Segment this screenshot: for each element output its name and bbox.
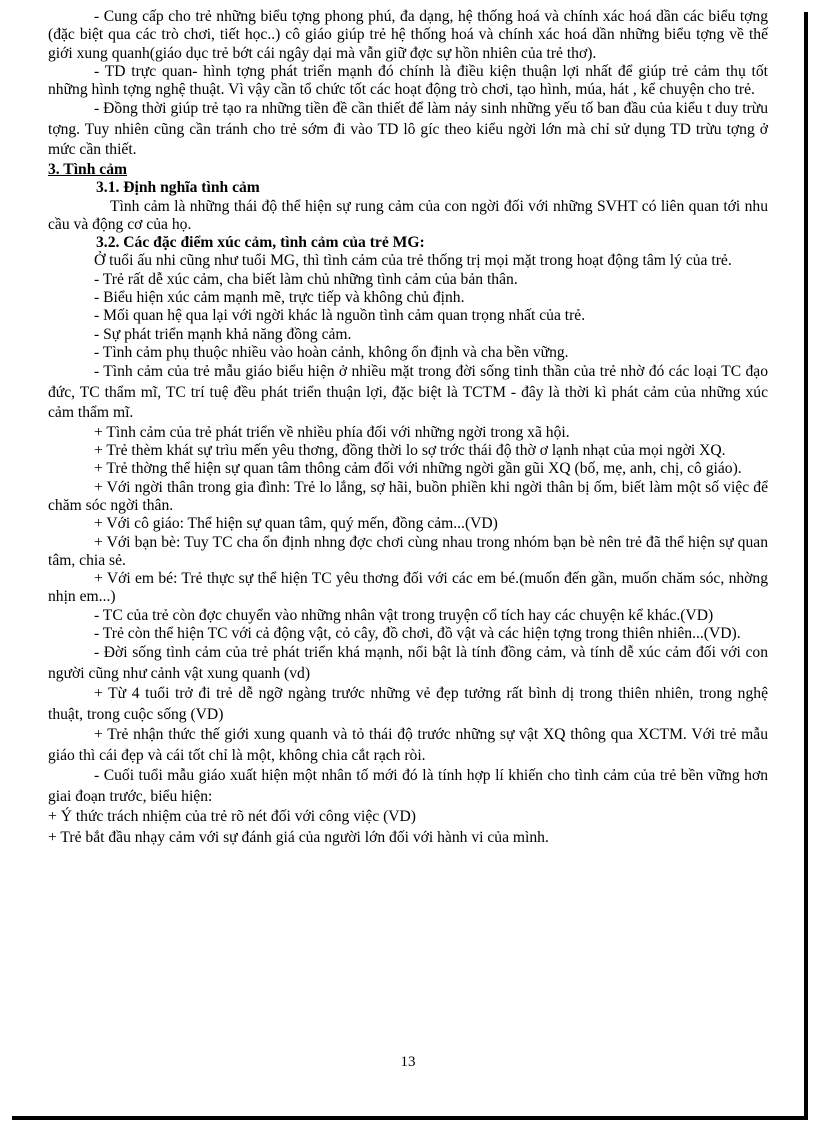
list-item: + Ý thức trách nhiệm của trẻ rõ nét đối với công việc (VD) bbox=[48, 808, 416, 826]
list-item: - Tình cảm của trẻ mẫu giáo biểu hiện ở nhiều mặt trong đời sống tinh thần của trẻ nhờ đó các loại TC đạo đức, TC thẩm mĩ, TC trí tuệ đều phát triển thuận lợi, đặc biệt là TCTM - đây là thời kì phát cảm của những xúc cảm thẩm mĩ. bbox=[48, 363, 768, 422]
list-item: - Cung cấp cho trẻ những biểu tợng phong phú, đa dạng, hệ thống hoá và chính xác hoá dần các biểu tợng (đặc biệt qua các trò chơi, tiết học..) cô giáo giúp trẻ hệ thống hoá và chính xác hoá dần những biểu tợng về thế giới xung quanh(giáo dục trẻ bớt cái ngây dại mà vẫn giữ đợc sự hồn nhiên của trẻ thơ). bbox=[48, 8, 768, 62]
list-item: + Tình cảm của trẻ phát triển về nhiều phía đối với những ngời trong xã hội. bbox=[94, 423, 570, 441]
list-item: - Đời sống tình cảm của trẻ phát triển khá mạnh, nổi bật là tính đồng cảm, và tính dễ xúc cảm đối với con người cũng như cảnh vật xung quanh (vd) bbox=[48, 644, 768, 682]
list-item: - TD trực quan- hình tợng phát triển mạnh đó chính là điều kiện thuận lợi nhất để giúp trẻ cảm thụ tốt những hình tợng nghệ thuật. Vì vậy cần tổ chức tốt các hoạt động trò chơi, tạo hình, múa, hát , kể chuyện cho trẻ. bbox=[48, 62, 768, 99]
list-item: + Với cô giáo: Thể hiện sự quan tâm, quý mến, đồng cảm...(VD) bbox=[94, 515, 498, 533]
list-item: - Biểu hiện xúc cảm mạnh mẽ, trực tiếp và không chủ định. bbox=[94, 289, 465, 307]
section-heading: 3. Tình cảm bbox=[48, 160, 127, 178]
page-number: 13 bbox=[400, 1054, 416, 1070]
list-item: + Trẻ bắt đầu nhạy cảm với sự đánh giá của người lớn đối với hành vi của mình. bbox=[48, 828, 549, 846]
subsection-heading: 3.1. Định nghĩa tình cảm bbox=[96, 179, 260, 197]
body-text bbox=[48, 8, 768, 848]
list-item: + Với ngời thân trong gia đình: Trẻ lo lắng, sợ hãi, buồn phiền khi ngời thân bị ốm, biết làm một số việc để chăm sóc ngời thân. bbox=[48, 478, 768, 514]
list-item: - Cuối tuổi mẫu giáo xuất hiện một nhân tố mới đó là tính hợp lí khiến cho tình cảm của trẻ bền vững hơn giai đoạn trước, biểu hiện: bbox=[48, 767, 768, 805]
list-item: - Sự phát triển mạnh khả năng đồng cảm. bbox=[94, 325, 352, 343]
list-item: - TC của trẻ còn đợc chuyển vào những nhân vật trong truyện cổ tích hay các chuyện kể khác.(VD) bbox=[94, 606, 714, 624]
paragraph: Tình cảm là những thái độ thể hiện sự rung cảm của con ngời đối với những SVHT có liên quan tới nhu cầu và động cơ của họ. bbox=[48, 197, 768, 233]
list-item: - Trẻ còn thể hiện TC với cả động vật, cỏ cây, đồ chơi, đồ vật và các hiện tợng trong thiên nhiên...(VD). bbox=[94, 625, 741, 643]
list-item: - Tình cảm phụ thuộc nhiều vào hoàn cảnh, không ổn định và cha bền vững. bbox=[94, 343, 569, 361]
page-border-shadow-right bbox=[804, 12, 808, 1116]
list-item: - Mối quan hệ qua lại với ngời khác là nguồn tình cảm quan trọng nhất của trẻ. bbox=[94, 307, 586, 325]
subsection-heading: 3.2. Các đặc điểm xúc cảm, tình cảm của trẻ MG: bbox=[96, 234, 425, 252]
list-item: - Đồng thời giúp trẻ tạo ra những tiền đề cần thiết để làm nảy sinh những yếu tố ban đầu của kiểu t duy trừu tợng. Tuy nhiên cũng cần tránh cho trẻ sớm đi vào TD lô gíc theo kiểu ngời lớn mà chỉ sử dụng TD trừu tợng ở mức cần thiết. bbox=[48, 100, 768, 159]
list-item: + Trẻ thèm khát sự trìu mến yêu thơng, đồng thời lo sợ trớc thái độ thờ ơ lạnh nhạt của mọi ngời XQ. bbox=[94, 442, 726, 460]
list-item: + Trẻ thờng thể hiện sự quan tâm thông cảm đối với những ngời gần gũi XQ (bố, mẹ, anh, chị, cô giáo). bbox=[94, 460, 742, 478]
list-item: + Với em bé: Trẻ thực sự thể hiện TC yêu thơng đối với các em bé.(muốn đến gần, muốn chăm sóc, nhờng nhịn em...) bbox=[48, 570, 768, 606]
paragraph: Ở tuổi ấu nhi cũng như tuổi MG, thì tình cảm của trẻ thống trị mọi mặt trong hoạt động tâm lý của trẻ. bbox=[94, 252, 732, 270]
list-item: + Trẻ nhận thức thế giới xung quanh và tỏ thái độ trước những sự vật XQ thông qua XCTM. Với trẻ mẫu giáo thì cái đẹp và cái tốt chỉ là một, không chia cắt rạch ròi. bbox=[48, 726, 768, 764]
list-item: - Trẻ rất dễ xúc cảm, cha biết làm chủ những tình cảm của bản thân. bbox=[94, 270, 518, 288]
page-border-shadow-bottom bbox=[12, 1116, 808, 1120]
list-item: + Từ 4 tuổi trở đi trẻ dễ ngỡ ngàng trước những vẻ đẹp tưởng rất bình dị trong thiên nhiên, trong nghệ thuật, trong cuộc sống (VD) bbox=[48, 685, 768, 723]
list-item: + Với bạn bè: Tuy TC cha ổn định nhng đợc chơi cùng nhau trong nhóm bạn bè nên trẻ đã thể hiện sự quan tâm, chia sẻ. bbox=[48, 533, 768, 569]
